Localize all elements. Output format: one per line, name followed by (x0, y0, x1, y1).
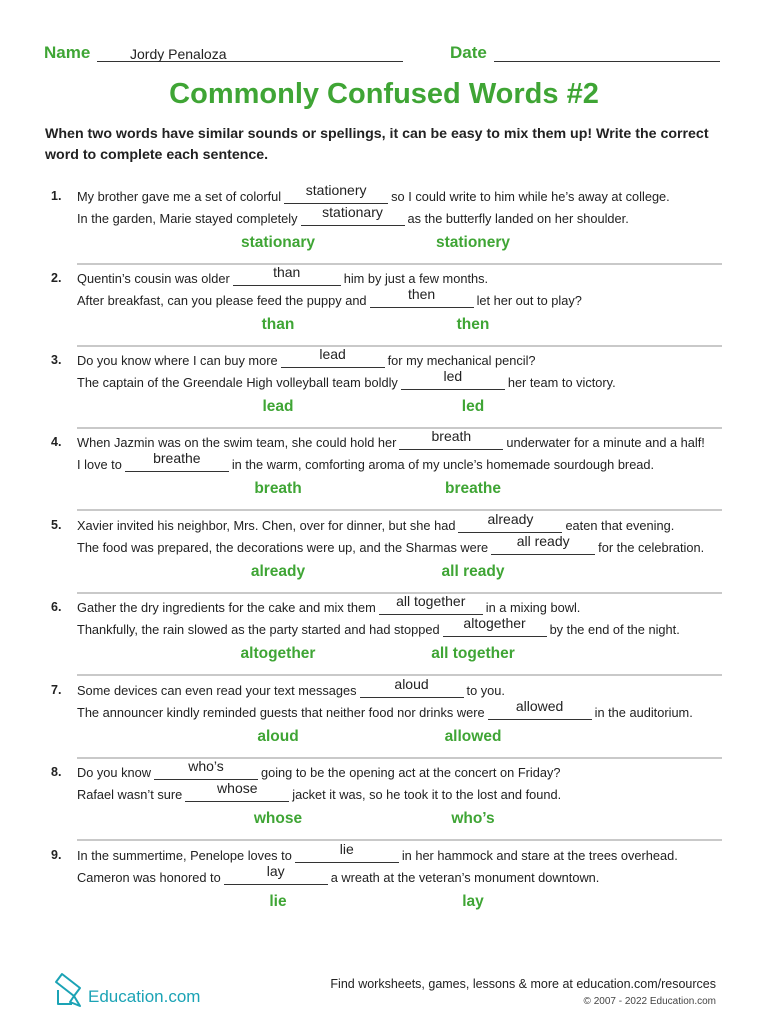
answer-blank[interactable] (370, 286, 474, 308)
answer-text: breathe (153, 450, 201, 466)
answer-text: whose (217, 780, 258, 796)
answer-text: lay (266, 863, 285, 879)
sentence-text: jacket it was, so he took it to the lost and found. (292, 787, 562, 802)
word-choice-2: all ready (441, 563, 505, 580)
word-choice-2: led (461, 398, 485, 415)
problem-2 (45, 265, 725, 347)
sentence-text: The food was prepared, the decorations were up, and the Sharmas were (77, 540, 489, 555)
sentence-text: Do you know where I can buy more (77, 353, 278, 368)
word-choice-1: breath (254, 480, 302, 497)
problem-number: 5. (51, 518, 62, 532)
name-label: Name (44, 43, 91, 62)
word-choice-2: all together (431, 645, 515, 662)
sentence-1 (77, 346, 536, 368)
answer-blank[interactable] (488, 698, 592, 720)
sentence-text: After breakfast, can you please feed the puppy and (77, 293, 367, 308)
answer-blank[interactable] (154, 758, 258, 780)
sentence-2 (77, 450, 655, 472)
sentence-text: for the celebration. (598, 540, 705, 555)
sentence-text: Gather the dry ingredients for the cake and mix them (77, 600, 376, 615)
answer-blank[interactable] (401, 368, 505, 390)
word-choice-1: than (261, 316, 295, 333)
word-choice-1: altogether (240, 645, 316, 662)
sentence-text: to you. (466, 683, 505, 698)
answer-text: than (273, 264, 301, 280)
sentence-text: Cameron was honored to (77, 870, 221, 885)
sentence-text: Quentin’s cousin was older (77, 271, 230, 286)
sentence-2 (77, 533, 705, 555)
sentence-2 (77, 615, 680, 637)
sentence-2 (77, 368, 616, 390)
problem-3 (45, 347, 725, 429)
word-choice-1: aloud (257, 728, 299, 745)
sentence-2 (77, 780, 562, 802)
sentence-text: My brother gave me a set of colorful (77, 189, 282, 204)
answer-text: altogether (463, 615, 526, 631)
word-choice-2: then (456, 316, 490, 333)
problem-number: 3. (51, 353, 62, 367)
answer-blank[interactable] (443, 615, 547, 637)
sentence-2 (77, 286, 582, 308)
date-field[interactable] (494, 43, 720, 62)
word-choice-2: allowed (444, 728, 502, 745)
sentence-1 (77, 264, 489, 286)
problem-8 (45, 759, 725, 841)
sentence-text: in the warm, comforting aroma of my uncle’s homemade sourdough bread. (231, 457, 655, 472)
pencil-logo-icon (54, 970, 88, 1010)
answer-text: all ready (516, 533, 570, 549)
answer-text: who’s (188, 758, 224, 774)
sentence-text: eaten that evening. (565, 518, 675, 533)
problem-number: 1. (51, 189, 62, 203)
answer-text: lead (319, 346, 346, 362)
answer-text: already (487, 511, 534, 527)
sentence-text: her team to victory. (507, 375, 616, 390)
sentence-1 (77, 676, 505, 698)
word-choice-2: lay (462, 893, 484, 910)
name-value: Jordy Penaloza (130, 46, 227, 62)
sentence-2 (77, 863, 600, 885)
sentence-text: let her out to play? (476, 293, 582, 308)
answer-text: stationary (322, 204, 383, 220)
sentence-text: underwater for a minute and a half! (506, 435, 705, 450)
problem-1 (45, 183, 725, 265)
answer-blank[interactable] (185, 780, 289, 802)
sentence-text: Rafael wasn’t sure (77, 787, 183, 802)
answer-blank[interactable] (379, 593, 483, 615)
sentence-text: as the butterfly landed on her shoulder. (407, 211, 629, 226)
sentence-1 (77, 758, 561, 780)
word-choice-1: stationary (240, 234, 316, 251)
footer-copyright: © 2007 - 2022 Education.com (583, 996, 716, 1007)
sentence-text: I love to (77, 457, 122, 472)
problem-number: 7. (51, 683, 62, 697)
sentence-text: Xavier invited his neighbor, Mrs. Chen, over for dinner, but she had (77, 518, 456, 533)
date-label: Date (450, 43, 487, 62)
logo-text: Education.com (88, 987, 201, 1006)
sentence-2 (77, 204, 629, 226)
sentence-1 (77, 841, 678, 863)
sentence-1 (77, 428, 705, 450)
problem-number: 9. (51, 848, 62, 862)
answer-blank[interactable] (281, 346, 385, 368)
sentence-1 (77, 182, 670, 204)
sentence-text: for my mechanical pencil? (387, 353, 536, 368)
sentence-text: Thankfully, the rain slowed as the party started and had stopped (77, 622, 440, 637)
word-choice-1: already (250, 563, 306, 580)
problem-6 (45, 594, 725, 676)
answer-blank[interactable] (360, 676, 464, 698)
sentence-text: The captain of the Greendale High volleyball team boldly (77, 375, 398, 390)
sentence-text: The announcer kindly reminded guests that neither food nor drinks were (77, 705, 485, 720)
footer-tagline[interactable]: Find worksheets, games, lessons & more at education.com/resources (330, 977, 716, 991)
sentence-text: When Jazmin was on the swim team, she could hold her (77, 435, 397, 450)
answer-blank[interactable] (399, 428, 503, 450)
sentence-1 (77, 593, 581, 615)
sentence-text: in the auditorium. (594, 705, 693, 720)
problem-9 (45, 842, 725, 924)
answer-blank[interactable] (233, 264, 341, 286)
word-choice-1: lead (262, 398, 294, 415)
instructions: When two words have similar sounds or spellings, it can be easy to mix them up! Write the correct word to complete each sentence. (45, 126, 709, 163)
word-choice-1: whose (253, 810, 303, 827)
education-com-logo[interactable] (54, 970, 214, 1010)
answer-text: stationery (305, 182, 367, 198)
answer-text: all together (396, 593, 466, 609)
sentence-text: him by just a few months. (343, 271, 489, 286)
sentence-2 (77, 698, 693, 720)
problem-7 (45, 677, 725, 759)
answer-text: lie (339, 841, 354, 857)
word-choice-2: breathe (445, 480, 501, 497)
word-choice-1: lie (269, 893, 287, 910)
sentence-text: Do you know (77, 765, 151, 780)
sentence-text: In the garden, Marie stayed completely (77, 211, 298, 226)
divider (77, 839, 722, 841)
divider (77, 509, 722, 511)
answer-blank[interactable] (284, 182, 388, 204)
sentence-text: in her hammock and stare at the trees overhead. (401, 848, 678, 863)
answer-blank[interactable] (125, 450, 229, 472)
sentence-text: by the end of the night. (549, 622, 680, 637)
sentence-text: in a mixing bowl. (485, 600, 581, 615)
sentence-text: so I could write to him while he’s away at college. (391, 189, 670, 204)
sentence-text: In the summertime, Penelope loves to (77, 848, 292, 863)
problem-number: 4. (51, 435, 62, 449)
answer-blank[interactable] (301, 204, 405, 226)
answer-text: then (407, 286, 436, 302)
answer-blank[interactable] (458, 511, 562, 533)
problem-number: 8. (51, 765, 62, 779)
answer-blank[interactable] (295, 841, 399, 863)
sentence-1 (77, 511, 675, 533)
word-choice-2: who’s (451, 810, 495, 827)
answer-blank[interactable] (491, 533, 595, 555)
worksheet-title: Commonly Confused Words #2 (169, 78, 599, 110)
sentence-text: going to be the opening act at the concert on Friday? (260, 765, 561, 780)
sentence-text: Some devices can even read your text messages (77, 683, 357, 698)
answer-blank[interactable] (224, 863, 328, 885)
problem-number: 6. (51, 600, 62, 614)
sentence-text: a wreath at the veteran’s monument downtown. (330, 870, 600, 885)
answer-text: breath (431, 428, 472, 444)
problem-number: 2. (51, 271, 62, 285)
answer-text: aloud (394, 676, 429, 692)
problem-4 (45, 429, 725, 511)
problem-5 (45, 512, 725, 594)
answer-text: allowed (515, 698, 564, 714)
answer-text: led (443, 368, 463, 384)
header-row (44, 43, 724, 67)
word-choice-2: stationery (435, 234, 511, 251)
